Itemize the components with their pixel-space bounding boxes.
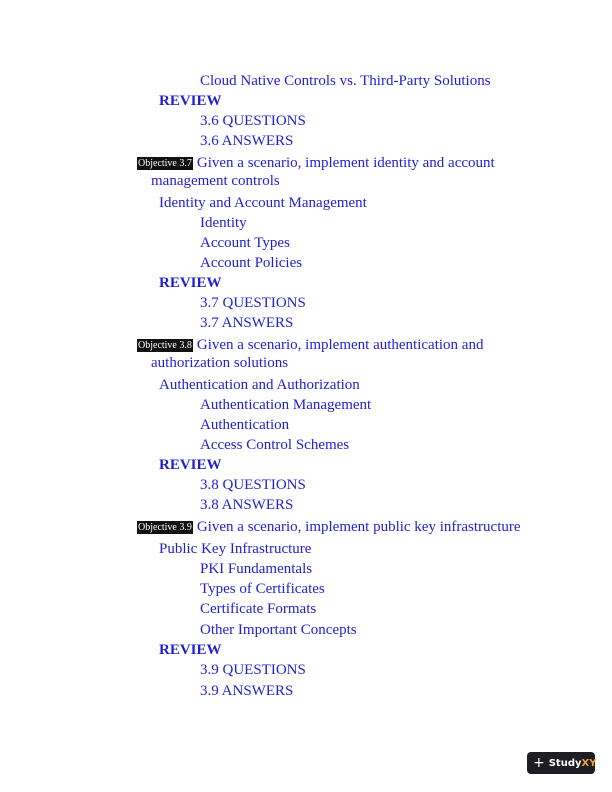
objective-tag: Objective 3.7 bbox=[138, 158, 192, 169]
toc-objective-3-9[interactable] bbox=[137, 518, 521, 536]
toc-objective-3-7[interactable] bbox=[137, 154, 495, 172]
toc-link-3-8-questions[interactable]: 3.8 QUESTIONS bbox=[200, 477, 306, 493]
plus-icon: + bbox=[533, 755, 545, 771]
objective-title-continuation[interactable]: management controls bbox=[151, 173, 280, 189]
toc-link-3-9-questions[interactable]: 3.9 QUESTIONS bbox=[200, 662, 306, 678]
toc-link-certificate-formats[interactable]: Certificate Formats bbox=[200, 601, 317, 617]
objective-title-continuation[interactable]: authorization solutions bbox=[151, 355, 289, 371]
toc-link-review[interactable]: REVIEW bbox=[159, 93, 222, 109]
toc-link-identity-account-management[interactable]: Identity and Account Management bbox=[159, 195, 367, 211]
objective-tag: Objective 3.9 bbox=[138, 522, 192, 533]
toc-link-3-6-answers[interactable]: 3.6 ANSWERS bbox=[200, 133, 294, 149]
watermark-study: Study bbox=[548, 757, 582, 769]
toc-link-public-key-infrastructure[interactable]: Public Key Infrastructure bbox=[159, 541, 312, 557]
objective-title: Given a scenario, implement public key infrastructure bbox=[196, 519, 521, 535]
toc-link-account-types[interactable]: Account Types bbox=[200, 235, 290, 251]
toc-link-types-of-certificates[interactable]: Types of Certificates bbox=[200, 581, 325, 597]
toc-link-authentication-management[interactable]: Authentication Management bbox=[200, 397, 372, 413]
toc-link-pki-fundamentals[interactable]: PKI Fundamentals bbox=[200, 561, 313, 577]
toc-link-access-control-schemes[interactable]: Access Control Schemes bbox=[200, 437, 350, 453]
toc-link-other-important-concepts[interactable]: Other Important Concepts bbox=[200, 622, 357, 638]
toc-link-cloud-native[interactable]: Cloud Native Controls vs. Third-Party Solutions bbox=[200, 73, 491, 89]
toc-link-3-9-answers[interactable]: 3.9 ANSWERS bbox=[200, 683, 294, 699]
objective-title: Given a scenario, implement authentication and bbox=[196, 337, 484, 353]
toc-link-review[interactable]: REVIEW bbox=[159, 457, 222, 473]
toc-link-review[interactable]: REVIEW bbox=[159, 642, 222, 658]
watermark-xy: XY bbox=[581, 757, 597, 769]
toc-link-authentication-authorization[interactable]: Authentication and Authorization bbox=[159, 377, 360, 393]
toc-link-review[interactable]: REVIEW bbox=[159, 275, 222, 291]
toc-link-account-policies[interactable]: Account Policies bbox=[200, 255, 303, 271]
objective-title: Given a scenario, implement identity and account bbox=[196, 155, 495, 171]
toc-objective-3-8[interactable] bbox=[137, 336, 483, 354]
toc-link-3-7-questions[interactable]: 3.7 QUESTIONS bbox=[200, 295, 306, 311]
toc-link-identity[interactable]: Identity bbox=[200, 215, 247, 231]
toc-link-3-6-questions[interactable]: 3.6 QUESTIONS bbox=[200, 113, 306, 129]
toc-link-authentication[interactable]: Authentication bbox=[200, 417, 290, 433]
objective-tag: Objective 3.8 bbox=[138, 340, 192, 351]
toc-link-3-8-answers[interactable]: 3.8 ANSWERS bbox=[200, 497, 294, 513]
studyxy-watermark bbox=[527, 752, 595, 774]
toc-link-3-7-answers[interactable]: 3.7 ANSWERS bbox=[200, 315, 294, 331]
